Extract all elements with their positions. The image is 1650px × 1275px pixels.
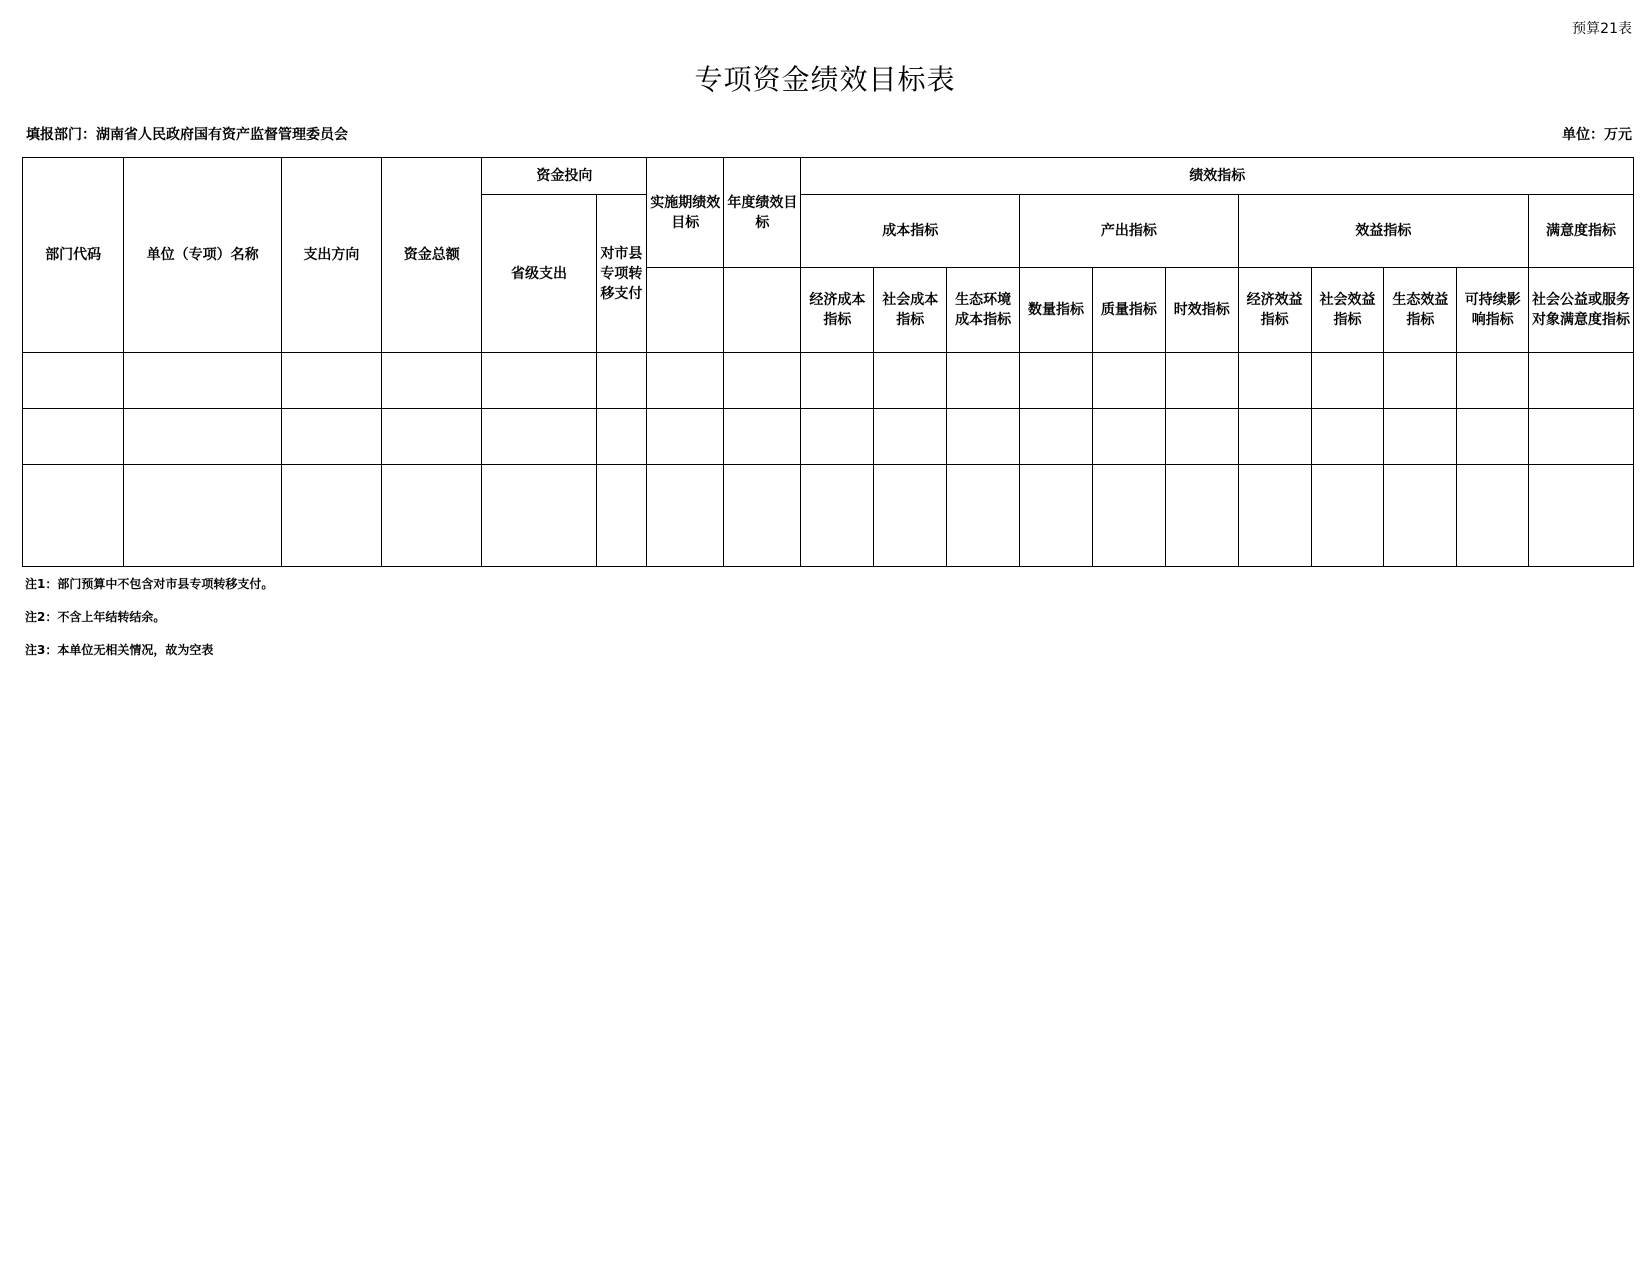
table-cell xyxy=(124,353,281,409)
table-cell xyxy=(724,465,801,567)
table-cell xyxy=(482,353,596,409)
table-cell xyxy=(801,465,874,567)
header-social-benefit: 社会效益指标 xyxy=(1311,268,1384,353)
table-cell xyxy=(947,465,1020,567)
note-1: 注1：部门预算中不包含对市县专项转移支付。 xyxy=(25,577,274,591)
reporting-department: 填报部门：湖南省人民政府国有资产监督管理委员会 xyxy=(26,127,348,143)
table-cell xyxy=(382,409,482,465)
table-cell xyxy=(1020,465,1093,567)
header-satisfaction-indicators: 满意度指标 xyxy=(1529,195,1634,268)
note-2: 注2：不含上年结转结余。 xyxy=(25,610,166,624)
header-economic-benefit: 经济效益指标 xyxy=(1238,268,1311,353)
table-cell xyxy=(23,353,124,409)
header-dept-code: 部门代码 xyxy=(23,158,124,353)
table-cell xyxy=(281,409,381,465)
table-cell xyxy=(1092,465,1165,567)
header-social-cost: 社会成本指标 xyxy=(874,268,947,353)
table-cell xyxy=(647,465,724,567)
table-cell xyxy=(482,409,596,465)
table-row xyxy=(23,465,1634,567)
table-cell xyxy=(874,409,947,465)
table-row xyxy=(23,353,1634,409)
header-cost-indicators: 成本指标 xyxy=(801,195,1020,268)
header-performance-indicators: 绩效指标 xyxy=(801,158,1634,195)
table-cell xyxy=(281,465,381,567)
header-annual-goal: 年度绩效目标 xyxy=(724,158,801,268)
table-cell xyxy=(1311,465,1384,567)
header-sustainable: 可持续影响指标 xyxy=(1457,268,1529,353)
table-cell xyxy=(382,465,482,567)
header-fund-allocation: 资金投向 xyxy=(482,158,647,195)
table-cell xyxy=(801,409,874,465)
notes xyxy=(25,576,273,675)
header-output-indicators: 产出指标 xyxy=(1020,195,1239,268)
table-cell xyxy=(23,465,124,567)
table-cell xyxy=(724,409,801,465)
table-cell xyxy=(647,409,724,465)
table-cell xyxy=(1020,353,1093,409)
table-cell xyxy=(724,353,801,409)
table-cell xyxy=(947,353,1020,409)
header-period-goal: 实施期绩效目标 xyxy=(647,158,724,268)
table-cell xyxy=(1238,465,1311,567)
table-cell xyxy=(1165,409,1238,465)
table-cell xyxy=(482,465,596,567)
table-cell xyxy=(874,465,947,567)
table-cell xyxy=(124,409,281,465)
table-cell xyxy=(1238,409,1311,465)
table-cell xyxy=(947,409,1020,465)
table-cell xyxy=(1384,409,1457,465)
header-eco-cost: 生态环境成本指标 xyxy=(947,268,1020,353)
table-cell xyxy=(1311,409,1384,465)
table-cell xyxy=(1311,353,1384,409)
header-quality: 质量指标 xyxy=(1092,268,1165,353)
header-benefit-indicators: 效益指标 xyxy=(1238,195,1528,268)
table-cell xyxy=(1457,409,1529,465)
table-cell xyxy=(1384,353,1457,409)
header-period-goal-blank xyxy=(647,268,724,353)
header-eco-benefit: 生态效益指标 xyxy=(1384,268,1457,353)
table-cell xyxy=(1529,353,1634,409)
table-cell xyxy=(23,409,124,465)
header-annual-goal-blank xyxy=(724,268,801,353)
table-cell xyxy=(596,409,647,465)
header-quantity: 数量指标 xyxy=(1020,268,1093,353)
table-cell xyxy=(801,353,874,409)
header-expense-direction: 支出方向 xyxy=(281,158,381,353)
table-cell xyxy=(1384,465,1457,567)
table-cell xyxy=(281,353,381,409)
table-cell xyxy=(1092,353,1165,409)
header-public-satisfaction: 社会公益或服务对象满意度指标 xyxy=(1529,268,1634,353)
header-economic-cost: 经济成本指标 xyxy=(801,268,874,353)
table-cell xyxy=(1529,409,1634,465)
table-cell xyxy=(1165,353,1238,409)
table-cell xyxy=(1457,465,1529,567)
table-cell xyxy=(647,353,724,409)
performance-table xyxy=(22,157,1634,567)
table-cell xyxy=(1238,353,1311,409)
table-cell xyxy=(1457,353,1529,409)
table-cell xyxy=(1529,465,1634,567)
form-number: 预算21表 xyxy=(1572,21,1632,37)
table-row xyxy=(23,409,1634,465)
header-timeliness: 时效指标 xyxy=(1165,268,1238,353)
header-fund-total: 资金总额 xyxy=(382,158,482,353)
page-title: 专项资金绩效目标表 xyxy=(694,63,956,96)
unit-label: 单位：万元 xyxy=(1562,127,1632,143)
table-cell xyxy=(1092,409,1165,465)
table-cell xyxy=(1165,465,1238,567)
table-cell xyxy=(124,465,281,567)
table-cell xyxy=(596,353,647,409)
table-cell xyxy=(382,353,482,409)
note-3: 注3：本单位无相关情况，故为空表 xyxy=(25,643,214,657)
table-body xyxy=(23,353,1634,567)
table-cell xyxy=(874,353,947,409)
header-provincial-expense: 省级支出 xyxy=(482,195,596,353)
table-cell xyxy=(1020,409,1093,465)
header-county-transfer: 对市县专项转移支付 xyxy=(596,195,647,353)
table-cell xyxy=(596,465,647,567)
header-unit-name: 单位（专项）名称 xyxy=(124,158,281,353)
